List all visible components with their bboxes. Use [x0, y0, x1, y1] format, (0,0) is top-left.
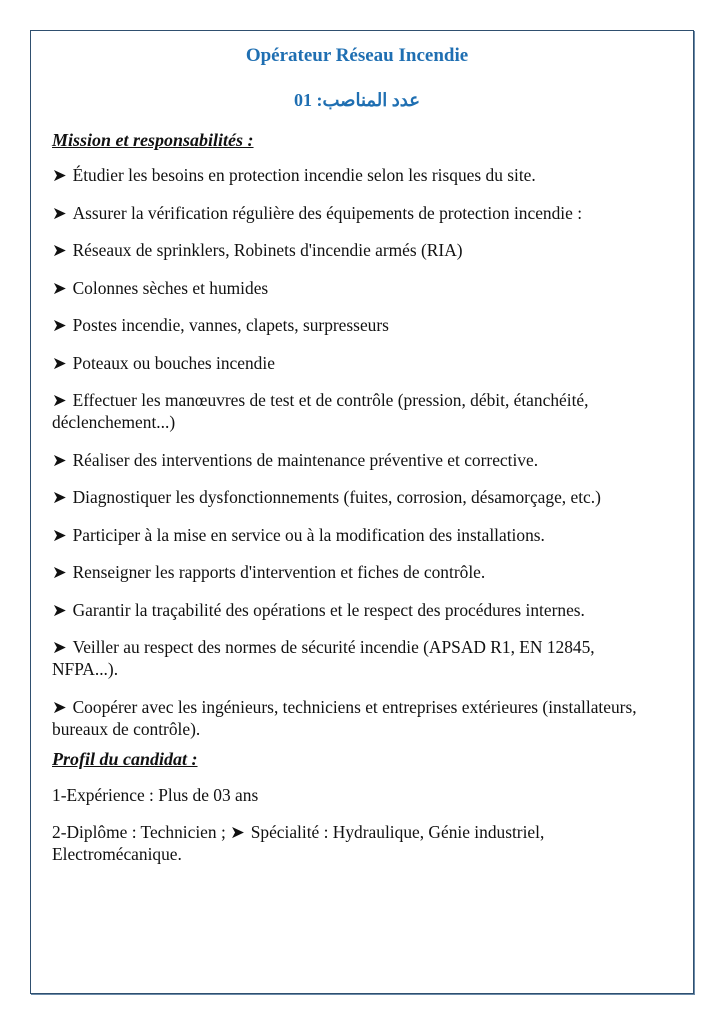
arrow-bullet-icon: ➤: [52, 524, 67, 545]
arrow-bullet-icon: ➤: [52, 562, 67, 582]
specialty-text: Spécialité : Hydraulique, Génie industriel, Electromécanique.: [52, 821, 545, 864]
arrow-bullet-icon: ➤: [52, 637, 67, 657]
list-item: [52, 164, 662, 186]
mission-item-text: Colonnes sèches et humides: [72, 277, 269, 298]
profile-list: [52, 784, 662, 865]
mission-item-text: Réaliser des interventions de maintenance préventive et corrective.: [72, 449, 539, 470]
mission-item-text: Poteaux ou bouches incendie: [72, 352, 275, 373]
mission-item-text: Étudier les besoins en protection incendie selon les risques du site.: [72, 165, 536, 185]
mission-item-text: Renseigner les rapports d'intervention et fiches de contrôle.: [72, 562, 486, 582]
arrow-bullet-icon: ➤: [52, 390, 67, 410]
mission-item-text: Participer à la mise en service ou à la modification des installations.: [72, 524, 545, 545]
diploma-requirement: [52, 821, 662, 865]
arrow-bullet-icon: ➤: [52, 599, 67, 620]
mission-item-text: Assurer la vérification régulière des équipements de protection incendie :: [72, 202, 583, 223]
arrow-bullet-icon: ➤: [52, 315, 67, 335]
mission-item-text: Effectuer les manœuvres de test et de contrôle (pression, débit, étanchéité, déclenchement...): [52, 390, 589, 432]
mission-item-text: Postes incendie, vannes, clapets, surpresseurs: [72, 315, 389, 335]
diploma-text: 2-Diplôme : Technicien ;: [52, 821, 231, 842]
mission-list: [52, 164, 662, 740]
list-item: [52, 636, 662, 680]
mission-item-text: Garantir la traçabilité des opérations et le respect des procédures internes.: [72, 599, 585, 620]
arrow-bullet-icon: ➤: [52, 449, 67, 470]
list-item: [52, 277, 662, 299]
list-item: [52, 486, 662, 508]
arrow-bullet-icon: ➤: [52, 202, 67, 223]
list-item: [52, 352, 662, 374]
list-item: [52, 524, 662, 546]
job-posting: [52, 44, 662, 865]
mission-item-text: Veiller au respect des normes de sécurité incendie (APSAD R1, EN 12845, NFPA...).: [52, 637, 595, 679]
mission-heading: Mission et responsabilités :: [52, 130, 254, 150]
list-item: [52, 389, 662, 433]
mission-item-text: Coopérer avec les ingénieurs, techniciens et entreprises extérieures (installateurs, bureaux de contrôle).: [52, 696, 637, 739]
positions-count: عدد المناصب: 01: [294, 90, 420, 110]
profile-heading: Profil du candidat :: [52, 748, 198, 769]
arrow-bullet-icon: ➤: [52, 696, 67, 717]
arrow-bullet-icon: ➤: [52, 277, 67, 298]
mission-item-text: Diagnostiquer les dysfonctionnements (fuites, corrosion, désamorçage, etc.): [72, 487, 601, 507]
list-item: [52, 202, 662, 224]
list-item: [52, 599, 662, 621]
arrow-bullet-icon: ➤: [230, 821, 245, 842]
arrow-bullet-icon: ➤: [52, 352, 67, 373]
list-item: [52, 696, 662, 740]
mission-item-text: Réseaux de sprinklers, Robinets d'incendie armés (RIA): [72, 240, 463, 260]
arrow-bullet-icon: ➤: [52, 487, 67, 507]
list-item: [52, 239, 662, 261]
job-title: Opérateur Réseau Incendie: [245, 45, 469, 66]
list-item: [52, 449, 662, 471]
list-item: [52, 561, 662, 583]
experience-requirement: 1-Expérience : Plus de 03 ans: [52, 784, 259, 805]
arrow-bullet-icon: ➤: [52, 240, 67, 260]
arrow-bullet-icon: ➤: [52, 165, 67, 185]
list-item: [52, 314, 662, 336]
